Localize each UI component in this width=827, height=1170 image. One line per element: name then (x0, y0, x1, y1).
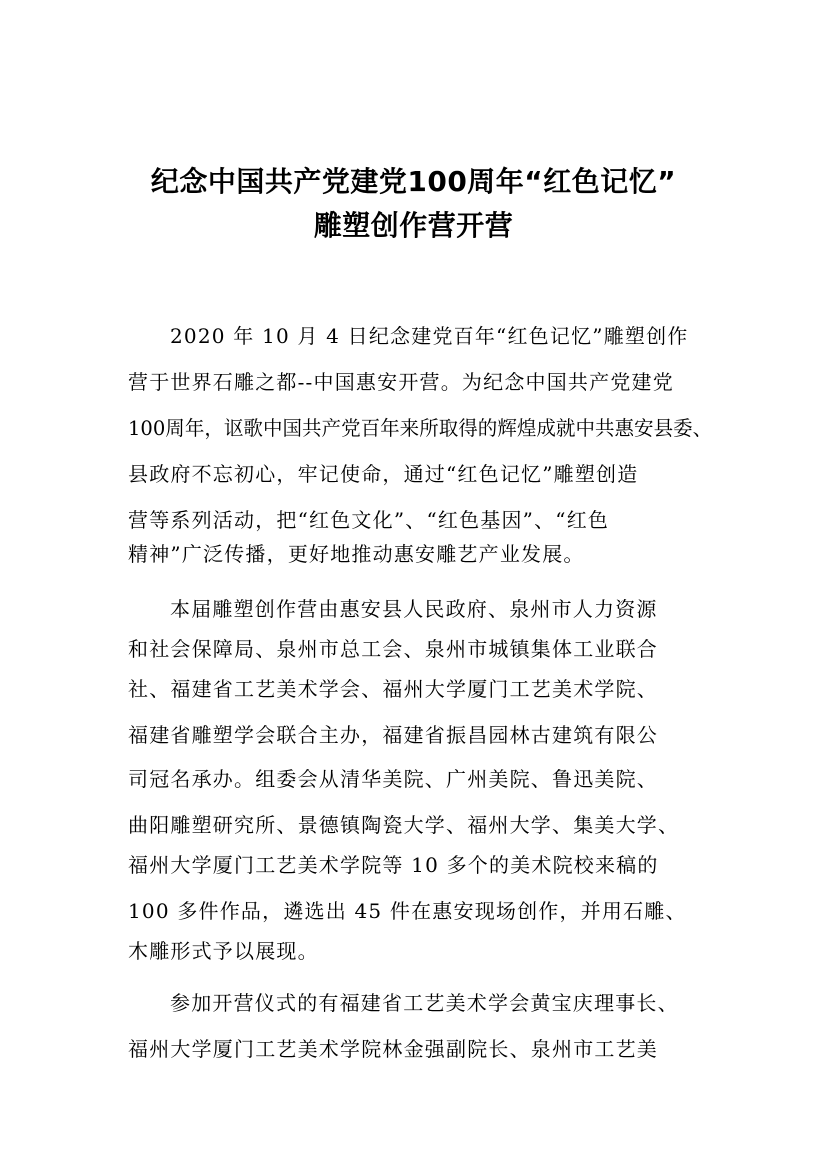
paragraph-1-line-2: 营于世界石雕之都--中国惠安开营。为纪念中国共产党建党 (128, 370, 674, 394)
paragraph-1-line-6: 精神”广泛传播，更好地推动惠安雕艺产业发展。 (128, 542, 585, 566)
paragraph-2-line-7: 福州大学厦门工艺美术学院等 10 多个的美术院校来稿的 (128, 853, 659, 877)
paragraph-3-line-2: 福州大学厦门工艺美术学院林金强副院长、泉州市工艺美 (128, 1037, 658, 1061)
paragraph-2-line-5: 司冠名承办。组委会从清华美院、广州美院、鲁迅美院、 (128, 767, 658, 791)
document-title-line1: 纪念中国共产党建党100周年“红色记忆” (150, 165, 677, 198)
paragraph-2-line-8: 100 多件作品，遴选出 45 件在惠安现场创作，并用石雕、 (128, 899, 687, 923)
paragraph-1-line-3: 100周年，讴歌中国共产党百年来所取得的辉煌成就中共惠安县委、 (128, 416, 713, 440)
document-title-line2: 雕塑创作营开营 (313, 209, 514, 242)
paragraph-2-line-9: 木雕形式予以展现。 (128, 939, 319, 963)
paragraph-2-line-3: 社、福建省工艺美术学会、福州大学厦门工艺美术学院、 (128, 677, 658, 701)
paragraph-1-line-4: 县政府不忘初心，牢记使命，通过“红色记忆”雕塑创造 (128, 462, 639, 486)
paragraph-2-line-1: 本届雕塑创作营由惠安县人民政府、泉州市人力资源 (170, 597, 658, 621)
paragraph-2-line-4: 福建省雕塑学会联合主办，福建省振昌园林古建筑有限公 (128, 723, 658, 747)
paragraph-2-line-2: 和社会保障局、泉州市总工会、泉州市城镇集体工业联合 (128, 637, 658, 661)
paragraph-2-line-6: 曲阳雕塑研究所、景德镇陶瓷大学、福州大学、集美大学、 (128, 813, 680, 837)
paragraph-1-line-1: 2020 年 10 月 4 日纪念建党百年“红色记忆”雕塑创作 (170, 324, 689, 348)
paragraph-3-line-1: 参加开营仪式的有福建省工艺美术学会黄宝庆理事长、 (170, 991, 679, 1015)
paragraph-1-line-5: 营等系列活动，把“红色文化”、“红色基因”、“红色 (128, 508, 610, 532)
